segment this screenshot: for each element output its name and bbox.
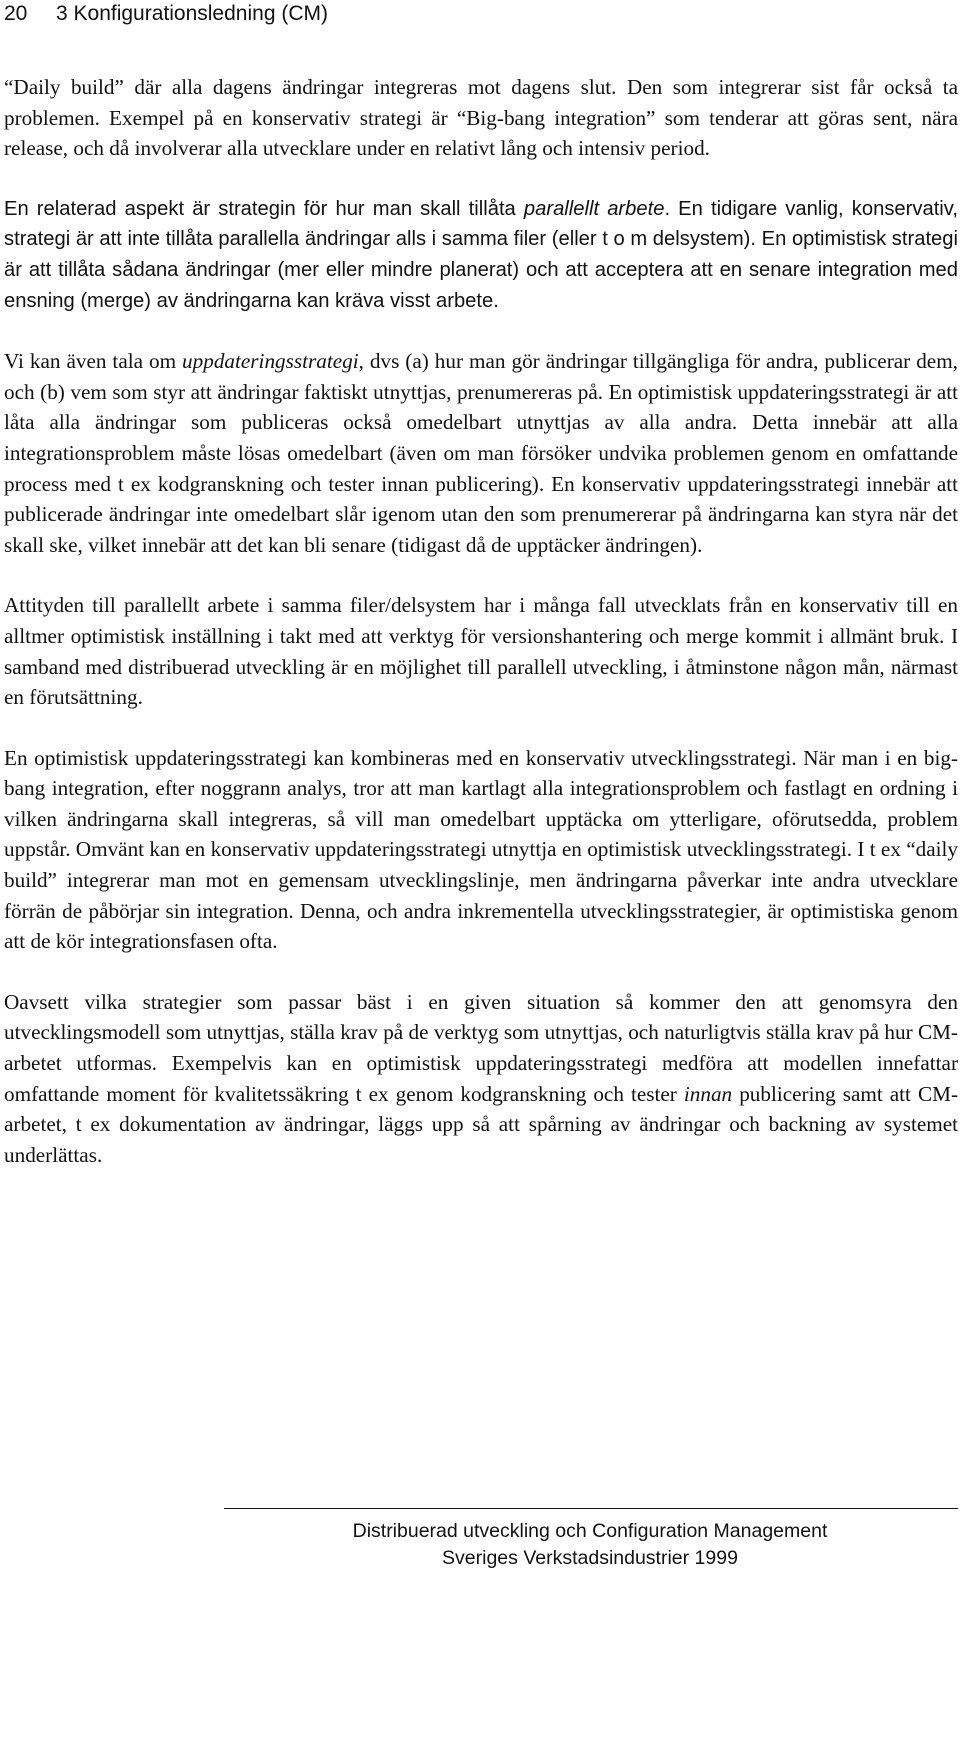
paragraph-2-text-a: En relaterad aspekt är strategin för hur man skall tillåta [4, 197, 524, 220]
paragraph-5: En optimistisk uppdateringsstrategi kan kombineras med en konservativ utvecklingsstrategi. När man i en big-bang integration, efter noggrann analys, tror att man kartlagt alla integrationsproblem och fastlagt en ordning i vilken ändringarna skall integreras, så vill man omedelbart upptäcka om ytterligare, oförutsedda, problem uppstår. Omvänt kan en konservativ uppdateringsstrategi utnyttja en optimistisk utvecklingsstrategi. I t ex “daily build” integrerar man mot en gemensam utvecklingslinje, men ändringarna påverkar inte andra utvecklare förrän de påbörjar sin integration. Denna, och andra inkrementella utvecklingsstrategier, är optimistiska genom att de kör integrationsfasen ofta. [4, 745, 958, 954]
paragraph-2-emphasis: parallellt arbete [523, 197, 665, 220]
footer-publisher: Sveriges Verkstadsindustrier 1999 [442, 1547, 738, 1569]
paragraph-1: “Daily build” där alla dagens ändringar integreras mot dagens slut. Den som integrerar sist får också ta problemen. Exempel på en konservativ strategi är “Big-bang integration” som tenderar att göras sent, nära release, och då involverar alla utvecklare under en relativt lång och intensiv period. [4, 75, 958, 161]
footer-divider [224, 1508, 958, 1509]
running-header [4, 2, 328, 26]
paragraph-3 [4, 346, 958, 560]
paragraph-4: Attityden till parallellt arbete i samma filer/delsystem har i många fall utvecklats från en konservativ till en alltmer optimistisk inställning i takt med att verktyg för versionshantering och merge kommit i allmänt bruk. I samband med distribuerad utveckling är en möjlighet till parallell utveckling, i åtminstone någon mån, närmast en förutsättning. [4, 593, 958, 710]
paragraph-3-emphasis: uppdateringsstrategi [182, 349, 359, 374]
paragraph-6-text-a: Oavsett vilka strategier som passar bäst i en given situation så kommer den att genomsyra den utvecklingsmodell som utnyttjas, ställa krav på de verktyg som utnyttjas, och naturligtvis ställa krav på hur CM-arbetet utformas. Exempelvis kan en optimistisk uppdateringsstrategi medföra att modellen innefattar omfattande moment för kvalitetssäkring t ex genom kodgranskning och tester [4, 989, 958, 1106]
page-footer [240, 1518, 940, 1572]
chapter-title: 3 Konfigurationsledning (CM) [56, 2, 328, 25]
page-number: 20 [4, 2, 28, 25]
paragraph-3-text-a: Vi kan även tala om [4, 349, 183, 374]
paragraph-6-emphasis: innan [683, 1081, 733, 1106]
paragraph-6 [4, 987, 958, 1171]
body-text [4, 72, 958, 1200]
paragraph-2-text-b: . En tidigare vanlig, konservativ, strategi är att inte tillåta parallella ändringar alls i samma filer (eller t o m delsystem). En optimistisk strategi är att tillåta sådana ändringar (mer eller mindre planerat) och att acceptera att en senare integration med ensning (merge) av ändringarna kan kräva visst arbete. [4, 197, 958, 312]
paragraph-6-text-b: publicering samt att CM-arbetet, t ex dokumentation av ändringar, läggs upp så att spårning av ändringar och backning av systemet underlättas. [4, 1081, 958, 1167]
footer-title: Distribuerad utveckling och Configuration Management [352, 1520, 828, 1542]
paragraph-2 [4, 194, 958, 316]
paragraph-3-text-b: , dvs (a) hur man gör ändringar tillgängliga för andra, publicerar dem, och (b) vem som styr att ändringar faktiskt utnyttjas, prenumereras på. En optimistisk uppdateringsstrategi är att låta alla ändringar som publiceras också omedelbart utnyttjas av alla andra. Detta innebär att alla integrationsproblem måste lösas omedelbart (även om man försöker undvika problemen genom en omfattande process med t ex kodgranskning och tester innan publicering). En konservativ uppdateringsstrategi innebär att publicerade ändringar inte omedelbart slår igenom utan den som prenumererar på ändringarna kan styra när det skall ske, vilket innebär att det kan bli senare (tidigast då de upptäcker ändringen). [4, 349, 958, 557]
